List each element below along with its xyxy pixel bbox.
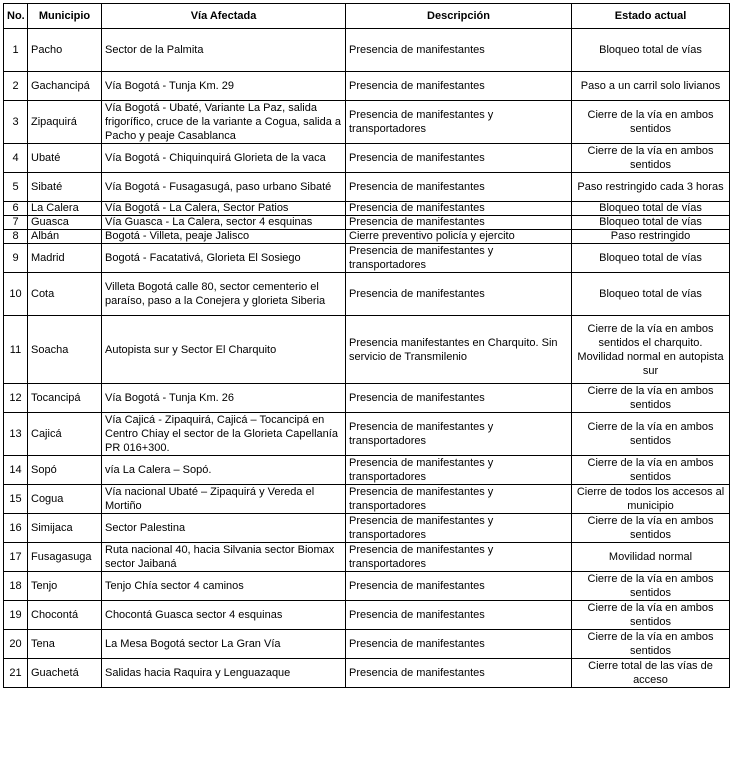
table-row [4,230,730,244]
table-row [4,384,730,413]
cell-estado: Bloqueo total de vías [572,29,730,72]
cell-municipio: Zipaquirá [28,101,102,144]
cell-estado: Cierre total de las vías de acceso [572,659,730,688]
cell-no: 6 [4,202,28,216]
cell-descripcion: Presencia de manifestantes y transportadores [346,514,572,543]
table-row [4,316,730,384]
cell-municipio: Sibaté [28,173,102,202]
cell-descripcion: Presencia de manifestantes [346,173,572,202]
cell-estado: Paso a un carril solo livianos [572,72,730,101]
cell-no: 2 [4,72,28,101]
table-row [4,514,730,543]
cell-via: Sector de la Palmita [102,29,346,72]
table-row [4,244,730,273]
cell-municipio: Pacho [28,29,102,72]
cell-descripcion: Presencia de manifestantes y transportadores [346,101,572,144]
table-row [4,144,730,173]
header-via-afectada: Vía Afectada [102,4,346,29]
cell-no: 10 [4,273,28,316]
cell-no: 9 [4,244,28,273]
cell-estado: Cierre de la vía en ambos sentidos [572,101,730,144]
cell-via: Vía nacional Ubaté – Zipaquirá y Vereda el Mortiño [102,485,346,514]
table-row [4,543,730,572]
cell-via: Bogotá - Facatativá, Glorieta El Sosiego [102,244,346,273]
cell-municipio: Simijaca [28,514,102,543]
cell-estado: Cierre de la vía en ambos sentidos el charquito. Movilidad normal en autopista sur [572,316,730,384]
cell-via: Vía Bogotá - Tunja Km. 26 [102,384,346,413]
cell-via: Tenjo Chía sector 4 caminos [102,572,346,601]
cell-estado: Cierre de la vía en ambos sentidos [572,456,730,485]
cell-estado: Cierre de la vía en ambos sentidos [572,601,730,630]
cell-municipio: Tocancipá [28,384,102,413]
table-row [4,72,730,101]
cell-via: Vía Bogotá - Fusagasugá, paso urbano Sibaté [102,173,346,202]
cell-via: Ruta nacional 40, hacia Silvania sector Biomax sector Jaibaná [102,543,346,572]
cell-via: Vía Guasca - La Calera, sector 4 esquinas [102,216,346,230]
cell-via: Vía Bogotá - Chiquinquirá Glorieta de la vaca [102,144,346,173]
cell-via: Bogotá - Villeta, peaje Jalisco [102,230,346,244]
cell-no: 15 [4,485,28,514]
cell-estado: Bloqueo total de vías [572,273,730,316]
cell-municipio: Fusagasuga [28,543,102,572]
table-row [4,572,730,601]
cell-descripcion: Presencia de manifestantes [346,659,572,688]
cell-no: 7 [4,216,28,230]
cell-via: Chocontá Guasca sector 4 esquinas [102,601,346,630]
header-no: No. [4,4,28,29]
cell-municipio: Tena [28,630,102,659]
table-row [4,413,730,456]
cell-descripcion: Presencia de manifestantes y transportadores [346,543,572,572]
cell-estado: Bloqueo total de vías [572,244,730,273]
header-row [4,4,730,29]
cell-no: 20 [4,630,28,659]
cell-via: Vía Bogotá - La Calera, Sector Patios [102,202,346,216]
cell-descripcion: Presencia manifestantes en Charquito. Sin servicio de Transmilenio [346,316,572,384]
cell-no: 21 [4,659,28,688]
cell-no: 11 [4,316,28,384]
cell-estado: Paso restringido cada 3 horas [572,173,730,202]
cell-descripcion: Presencia de manifestantes [346,202,572,216]
cell-estado: Cierre de la vía en ambos sentidos [572,413,730,456]
cell-descripcion: Presencia de manifestantes [346,572,572,601]
cell-descripcion: Presencia de manifestantes y transportadores [346,413,572,456]
cell-descripcion: Presencia de manifestantes [346,144,572,173]
cell-estado: Bloqueo total de vías [572,216,730,230]
cell-descripcion: Presencia de manifestantes y transportadores [346,456,572,485]
cell-municipio: Soacha [28,316,102,384]
cell-descripcion: Presencia de manifestantes [346,630,572,659]
cell-no: 12 [4,384,28,413]
table-row [4,456,730,485]
cell-descripcion: Presencia de manifestantes [346,601,572,630]
cell-estado: Cierre de la vía en ambos sentidos [572,572,730,601]
cell-municipio: Ubaté [28,144,102,173]
cell-descripcion: Presencia de manifestantes [346,72,572,101]
cell-municipio: Tenjo [28,572,102,601]
cell-estado: Cierre de la vía en ambos sentidos [572,630,730,659]
cell-estado: Cierre de todos los accesos al municipio [572,485,730,514]
cell-no: 3 [4,101,28,144]
cell-descripcion: Presencia de manifestantes [346,29,572,72]
cell-via: Vía Bogotá - Ubaté, Variante La Paz, salida frigorífico, cruce de la variante a Cogua, salida a Pacho y peaje Casablanca [102,101,346,144]
table-row [4,173,730,202]
cell-via: Vía Cajicá - Zipaquirá, Cajicá – Tocancipá en Centro Chiay el sector de la Glorieta Capellanía PR 016+300. [102,413,346,456]
cell-no: 18 [4,572,28,601]
cell-municipio: Madrid [28,244,102,273]
cell-via: Salidas hacia Raquira y Lenguazaque [102,659,346,688]
road-status-table-container [3,3,730,688]
cell-descripcion: Cierre preventivo policía y ejercito [346,230,572,244]
table-row [4,485,730,514]
cell-descripcion: Presencia de manifestantes [346,384,572,413]
cell-municipio: Cota [28,273,102,316]
cell-estado: Bloqueo total de vías [572,202,730,216]
cell-descripcion: Presencia de manifestantes [346,273,572,316]
cell-no: 1 [4,29,28,72]
cell-municipio: Cajicá [28,413,102,456]
table-row [4,601,730,630]
cell-municipio: Chocontá [28,601,102,630]
table-row [4,216,730,230]
cell-estado: Cierre de la vía en ambos sentidos [572,144,730,173]
cell-via: La Mesa Bogotá sector La Gran Vía [102,630,346,659]
cell-no: 13 [4,413,28,456]
header-descripcion: Descripción [346,4,572,29]
cell-descripcion: Presencia de manifestantes [346,216,572,230]
road-status-table [3,3,730,688]
header-estado-actual: Estado actual [572,4,730,29]
cell-estado: Paso restringido [572,230,730,244]
cell-estado: Cierre de la vía en ambos sentidos [572,384,730,413]
cell-via: Vía Bogotá - Tunja Km. 29 [102,72,346,101]
cell-no: 16 [4,514,28,543]
cell-descripcion: Presencia de manifestantes y transportadores [346,244,572,273]
cell-no: 4 [4,144,28,173]
cell-no: 5 [4,173,28,202]
header-municipio: Municipio [28,4,102,29]
cell-no: 17 [4,543,28,572]
cell-estado: Movilidad normal [572,543,730,572]
cell-municipio: Guasca [28,216,102,230]
cell-no: 14 [4,456,28,485]
cell-via: Villeta Bogotá calle 80, sector cementerio el paraíso, paso a la Conejera y glorieta Siberia [102,273,346,316]
table-row [4,659,730,688]
table-row [4,29,730,72]
cell-descripcion: Presencia de manifestantes y transportadores [346,485,572,514]
table-row [4,630,730,659]
cell-municipio: Albán [28,230,102,244]
table-row [4,202,730,216]
cell-municipio: La Calera [28,202,102,216]
cell-no: 19 [4,601,28,630]
table-row [4,101,730,144]
cell-via: vía La Calera – Sopó. [102,456,346,485]
cell-municipio: Cogua [28,485,102,514]
cell-no: 8 [4,230,28,244]
cell-municipio: Gachancipá [28,72,102,101]
cell-via: Autopista sur y Sector El Charquito [102,316,346,384]
cell-municipio: Guachetá [28,659,102,688]
table-row [4,273,730,316]
cell-municipio: Sopó [28,456,102,485]
cell-via: Sector Palestina [102,514,346,543]
cell-estado: Cierre de la vía en ambos sentidos [572,514,730,543]
